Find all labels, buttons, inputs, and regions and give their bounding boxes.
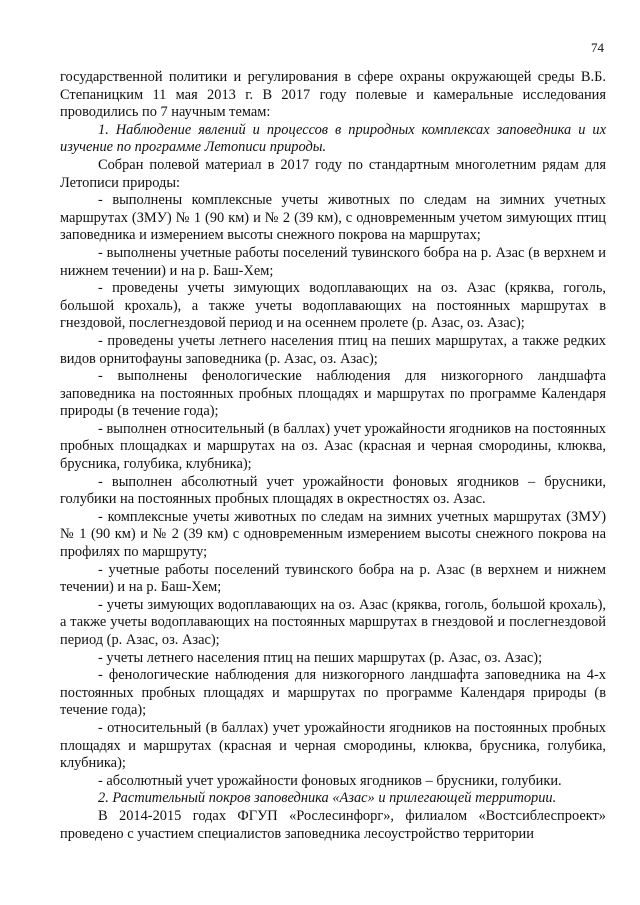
list-item: - проведены учеты летнего населения птиц на пеших маршрутах, а также редких видов орнитофауны заповедника (р. Азас, оз. Азас);: [60, 332, 606, 367]
list-item: - выполнен абсолютный учет урожайности фоновых ягодников – брусники, голубики на постоянных пробных площадях в окрестностях оз. Азас.: [60, 473, 606, 508]
list-item: - учетные работы поселений тувинского бобра на р. Азас (в верхнем и нижнем течении) и на р. Баш-Хем;: [60, 561, 606, 596]
list-item: - выполнены фенологические наблюдения для низкогорного ландшафта заповедника на постоянных пробных площадях и маршрутах по программе Календаря природы (в течение года);: [60, 368, 606, 420]
list-item: - относительный (в баллах) учет урожайности ягодников на постоянных пробных площадях и маршрутах (красная и черная смородины, клюква, брусника, голубика, клубника);: [60, 719, 606, 772]
topic-heading-1: 1. Наблюдение явлений и процессов в природных комплексах заповедника и их изучение по программе Летописи природы.: [60, 121, 606, 156]
document-body: [60, 69, 606, 843]
topic-heading-2: 2. Растительный покров заповедника «Азас» и прилегающей территории.: [98, 790, 557, 807]
list-item: - проведены учеты зимующих водоплавающих на оз. Азас (кряква, гоголь, большой крохаль), а также учеты водоплавающих на постоянных маршрутах в гнездовой, послегнездовой период и на осеннем пролете (р. Азас, оз. Азас);: [60, 280, 606, 332]
list-item: - выполнены комплексные учеты животных по следам на зимних учетных маршрутах (ЗМУ) № 1 (90 км) и № 2 (39 км), с одновременным учетом зимующих птиц заповедника и измерением высоты снежного покрова на маршрутах;: [60, 192, 606, 244]
list-item: - выполнен относительный (в баллах) учет урожайности ягодников на постоянных пробных площадках и маршрутах на оз. Азас (красная и черная смородины, клюква, брусника, голубика, клубника);: [60, 420, 606, 473]
list-item: - комплексные учеты животных по следам на зимних учетных маршрутах (ЗМУ) № 1 (90 км) и № 2 (39 км) с одновременным измерением высоты снежного покрова на профилях по маршруту;: [60, 508, 606, 561]
list-item: - абсолютный учет урожайности фоновых ягодников – брусники, голубики.: [98, 772, 562, 789]
list-item: - выполнены учетные работы поселений тувинского бобра на р. Азас (в верхнем и нижнем течении) и на р. Баш-Хем;: [60, 244, 606, 279]
paragraph: Собран полевой материал в 2017 году по стандартным многолетним рядам для Летописи природы:: [60, 156, 606, 191]
list-item: - учеты летнего населения птиц на пеших маршрутах (р. Азас, оз. Азас);: [98, 649, 543, 666]
list-item: - фенологические наблюдения для низкогорного ландшафта заповедника на 4-х постоянных пробных площадях и маршрутах по программе Календаря природы (в течение года);: [60, 667, 606, 719]
list-item: - учеты зимующих водоплавающих на оз. Азас (кряква, гоголь, большой крохаль), а также учеты водоплавающих на постоянных маршрутах в гнездовой и послегнездовой период (р. Азас, оз. Азас);: [60, 596, 606, 648]
paragraph: государственной политики и регулирования в сфере охраны окружающей среды В.Б. Степаницким 11 мая 2013 г. В 2017 году полевые и камеральные исследования проводились по 7 научным темам:: [60, 69, 606, 121]
page-number: 74: [591, 40, 604, 55]
paragraph: В 2014-2015 годах ФГУП «Рослесинфорг», филиалом «Востсиблеспроект» проведено с участием специалистов заповедника лесоустройство территории: [60, 807, 606, 842]
